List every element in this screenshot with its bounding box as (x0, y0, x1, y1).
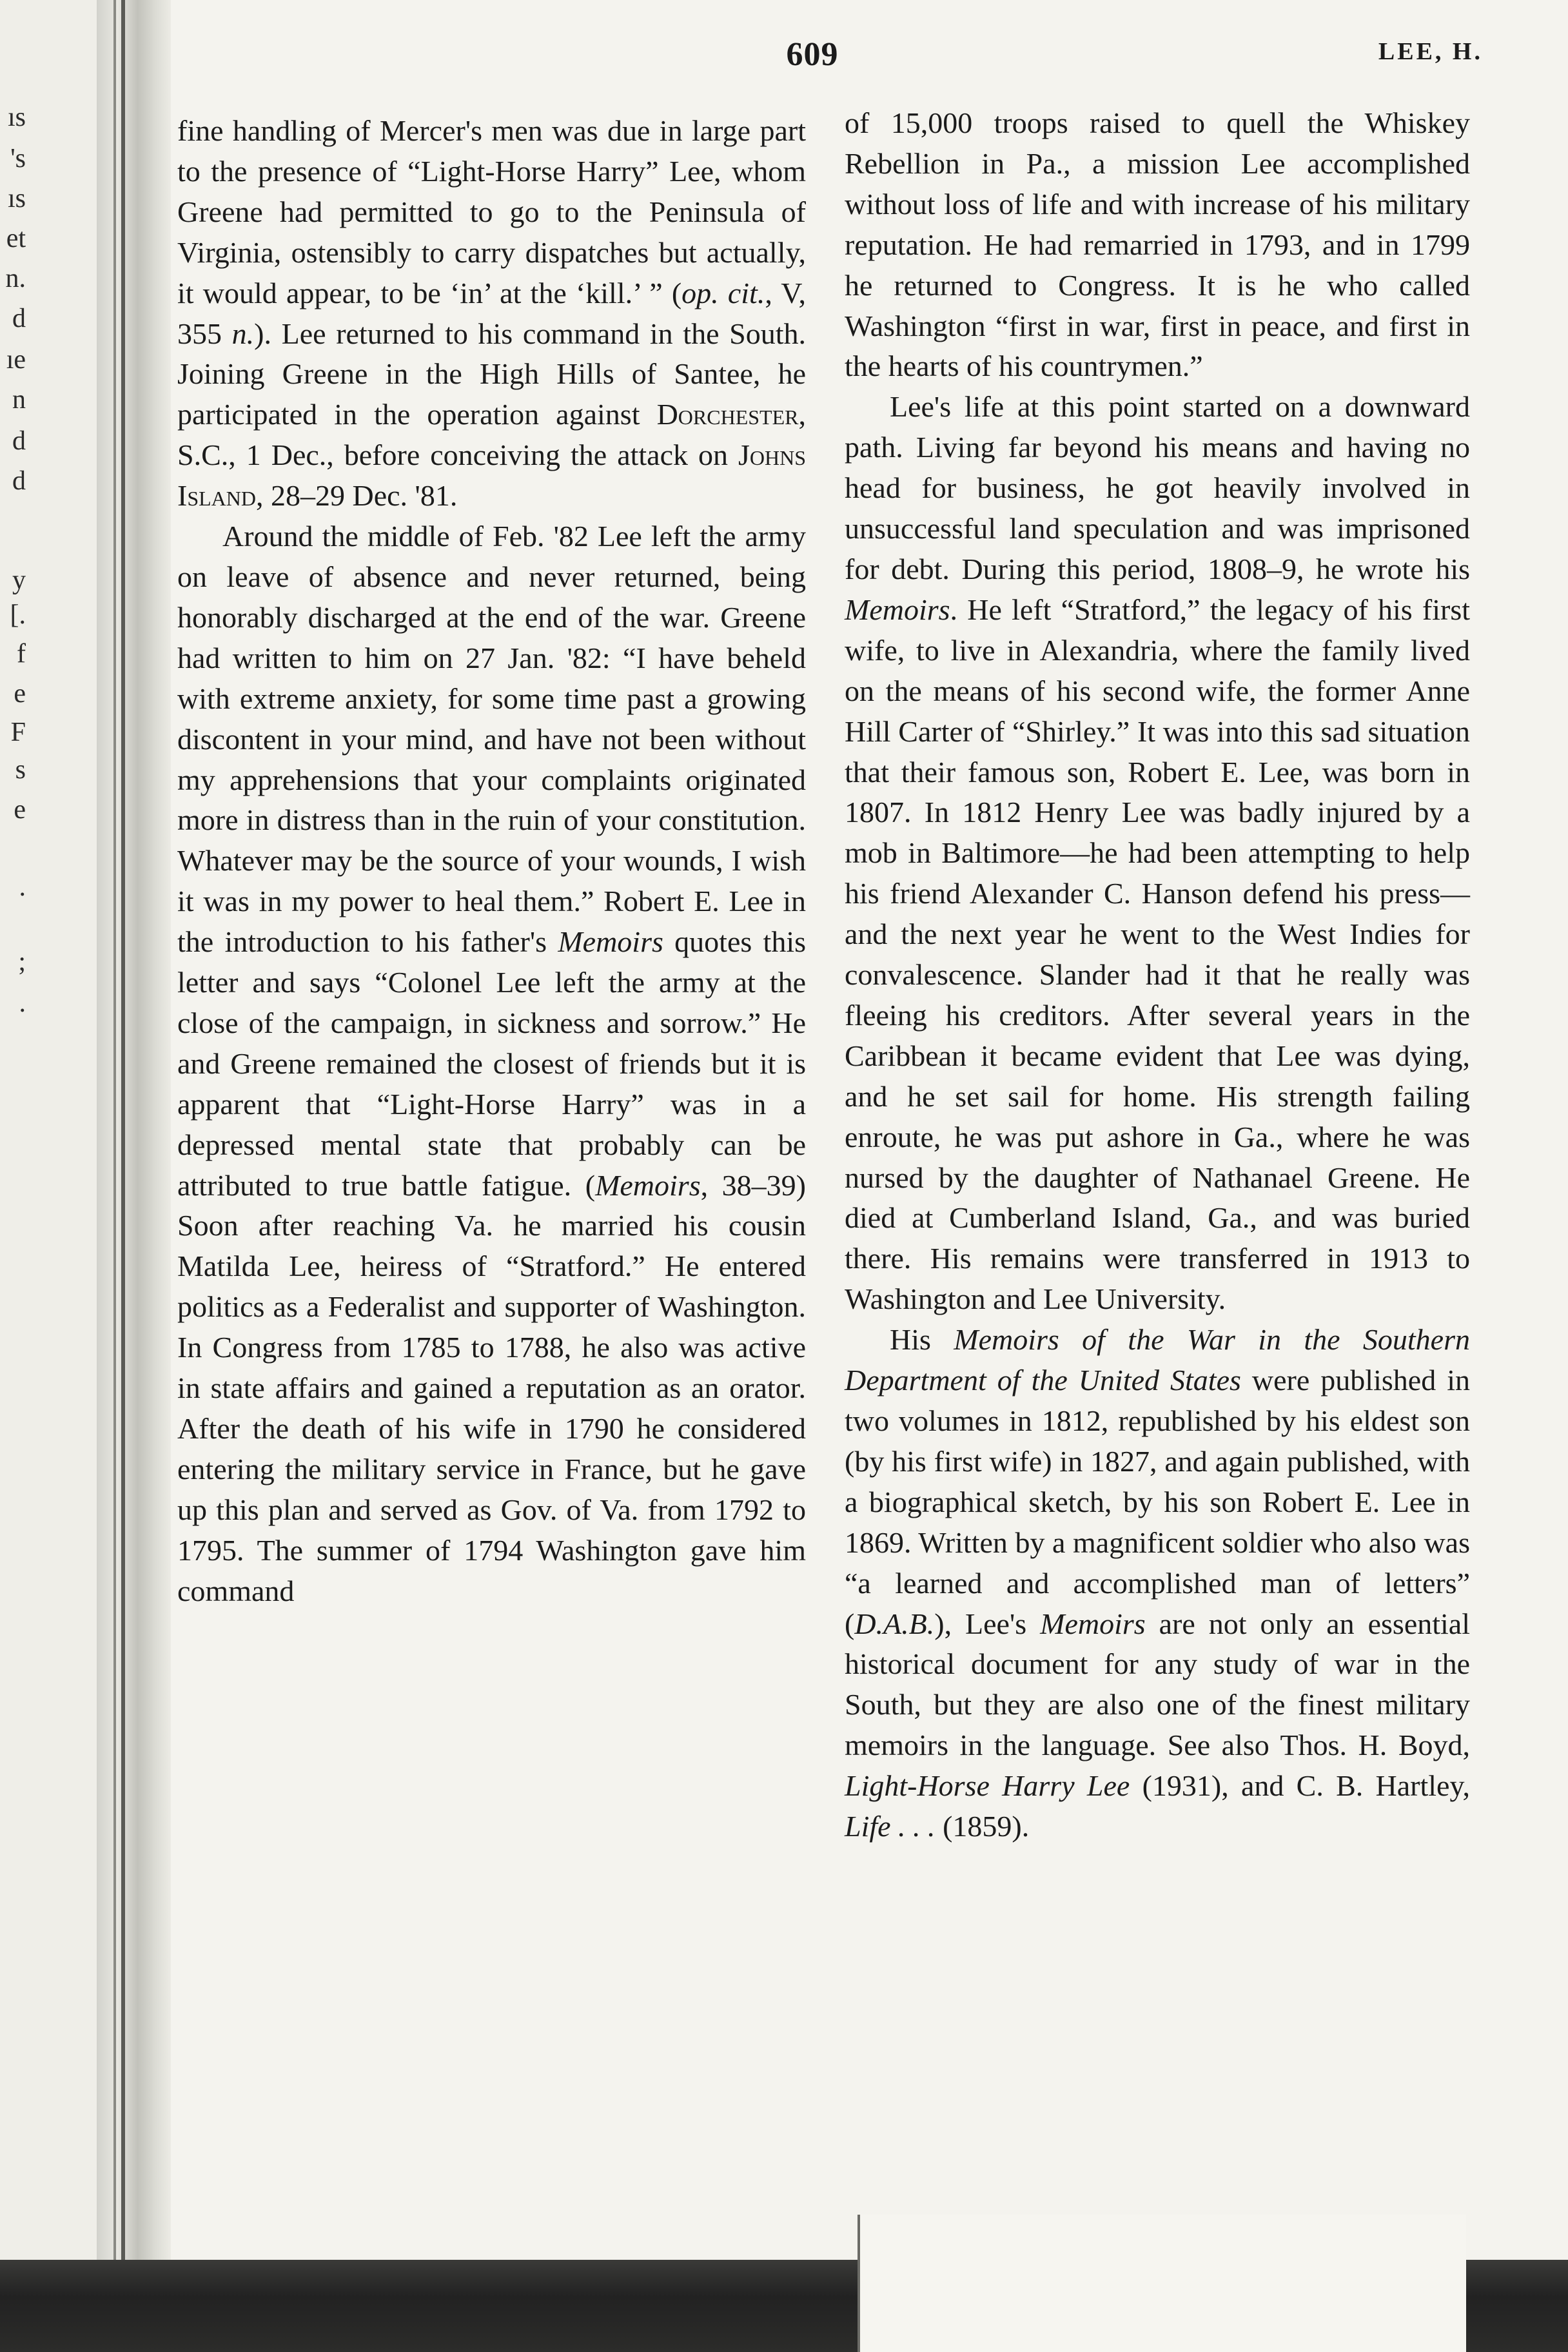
paragraph: Lee's life at this point started on a downward path. Living far beyond his means and having no head for business, he got heavily involved in unsuccessful land speculation and was imprisoned for debt. During this period, 1808–9, he wrote his Memoirs. He left “Stratford,” the legacy of his first wife, to live in Alexandria, where the family lived on the means of his second wife, the former Anne Hill Carter of “Shirley.” It was into this sad situation that their famous son, Robert E. Lee, was born in 1807. In 1812 Henry Lee was badly injured by a mob in Baltimore—he had been attempting to help his friend Alexander C. Hanson defend his press—and the next year he went to the West Indies for convalescence. Slander had it that he really was fleeing his creditors. After several years in the Caribbean it became evident that Lee was dying, and he set sail for home. His strength failing enroute, he was put ashore in Ga., where he was nursed by the daughter of Nathanael Greene. He died at Cumberland Island, Ga., and was buried there. His remains were transferred in 1913 to Washington and Lee University. (845, 390, 1470, 1316)
margin-fragment: [. (10, 600, 26, 630)
paragraph: Around the middle of Feb. '82 Lee left the army on leave of absence and never returned, being honorably discharged at the end of the war. Greene had written to him on 27 Jan. '82: “I have beheld with extreme anxiety, for some time past a growing discontent in your mind, and have not been without my apprehensions that your complaints originated more in distress than in the ruin of your constitution. Whatever may be the source of your wounds, I wish it was in my power to heal them.” Robert E. Lee in the introduction to his father's Memoirs quotes this letter and says “Colonel Lee left the army at the close of the campaign, in sickness and sorrow.” He and Greene remained the closest of friends but it is apparent that “Light-Horse Harry” was in a depressed mental state that probably can be attributed to true battle fatigue. (Memoirs, 38–39) Soon after reaching Va. he married his cousin Matilda Lee, heiress of “Stratford.” He entered politics as a Federalist and supporter of Washington. In Congress from 1785 to 1788, he also was active in state affairs and gained a reputation as an orator. After the death of his wife in 1790 he considered entering the military service in France, but he gave up this plan and served as Gov. of Va. from 1792 to 1795. The summer of 1794 Washington gave him command (177, 520, 807, 1607)
left-column (177, 111, 806, 1612)
paragraph: fine handling of Mercer's men was due in large part to the presence of “Light-Horse Harry” Lee, whom Greene had permitted to go to the Peninsula of Virginia, ostensibly to carry dispatches but actually, it would appear, to be ‘in’ at the ‘kill.’ ” (op. cit., V, 355 n.). Lee returned to his command in the South. Joining Greene in the High Hills of Santee, he participated in the operation against Dorchester, S.C., 1 Dec., before conceiving the attack on Johns Island, 28–29 Dec. '81. (177, 114, 807, 513)
margin-fragment: n (12, 385, 26, 415)
margin-fragment: e (14, 795, 26, 825)
margin-fragment: f (17, 639, 26, 669)
paragraph: of 15,000 troops raised to quell the Whiskey Rebellion in Pa., a mission Lee accomplished without loss of life and with increase of his military reputation. He had remarried in 1793, and in 1799 he returned to Congress. It is he who called Washington “first in war, first in peace, and first in the hearts of his countrymen.” (845, 106, 1470, 383)
page-number: 609 (786, 36, 839, 73)
margin-fragment: d (12, 426, 26, 456)
margin-fragment: e (14, 679, 26, 709)
margin-fragment: n. (5, 264, 26, 293)
place-name: Johns Island (177, 438, 806, 513)
margin-fragment: F (10, 718, 26, 747)
margin-fragment: ıs (7, 103, 26, 132)
margin-fragment: s (15, 755, 26, 785)
place-name: Dorchester (656, 398, 799, 431)
margin-fragment: ; (18, 947, 26, 977)
adjacent-page-edge (0, 0, 97, 2352)
pasted-text-strip (858, 2215, 1466, 2352)
right-column (845, 103, 1470, 1847)
running-head: LEE, H. (1378, 38, 1483, 65)
margin-fragment: . (19, 872, 26, 902)
margin-fragment: ıe (6, 345, 26, 375)
paragraph: His Memoirs of the War in the Southern Department of the United States were published in two volumes in 1812, republished by his eldest son (by his first wife) in 1827, and again published, with a biographical sketch, by his son Robert E. Lee in 1869. Written by a magnificent soldier who also was “a learned and accomplished man of letters” (D.A.B.), Lee's Memoirs are not only an essential historical document for any study of war in the South, but they are also one of the finest military memoirs in the language. See also Thos. H. Boyd, Light-Horse Harry Lee (1931), and C. B. Hartley, Life . . . (1859). (845, 1323, 1470, 1843)
margin-fragment: . (19, 988, 26, 1018)
margin-fragment: 's (10, 144, 26, 173)
page-gutter-shadow (97, 0, 171, 2352)
margin-fragment: d (12, 304, 26, 333)
gutter-fold-line (121, 0, 125, 2352)
gutter-fold-line (113, 0, 116, 2352)
margin-fragment: y (12, 565, 26, 595)
margin-fragment: ıs (7, 184, 26, 213)
margin-fragment: d (12, 466, 26, 496)
margin-fragment: et (6, 224, 26, 253)
